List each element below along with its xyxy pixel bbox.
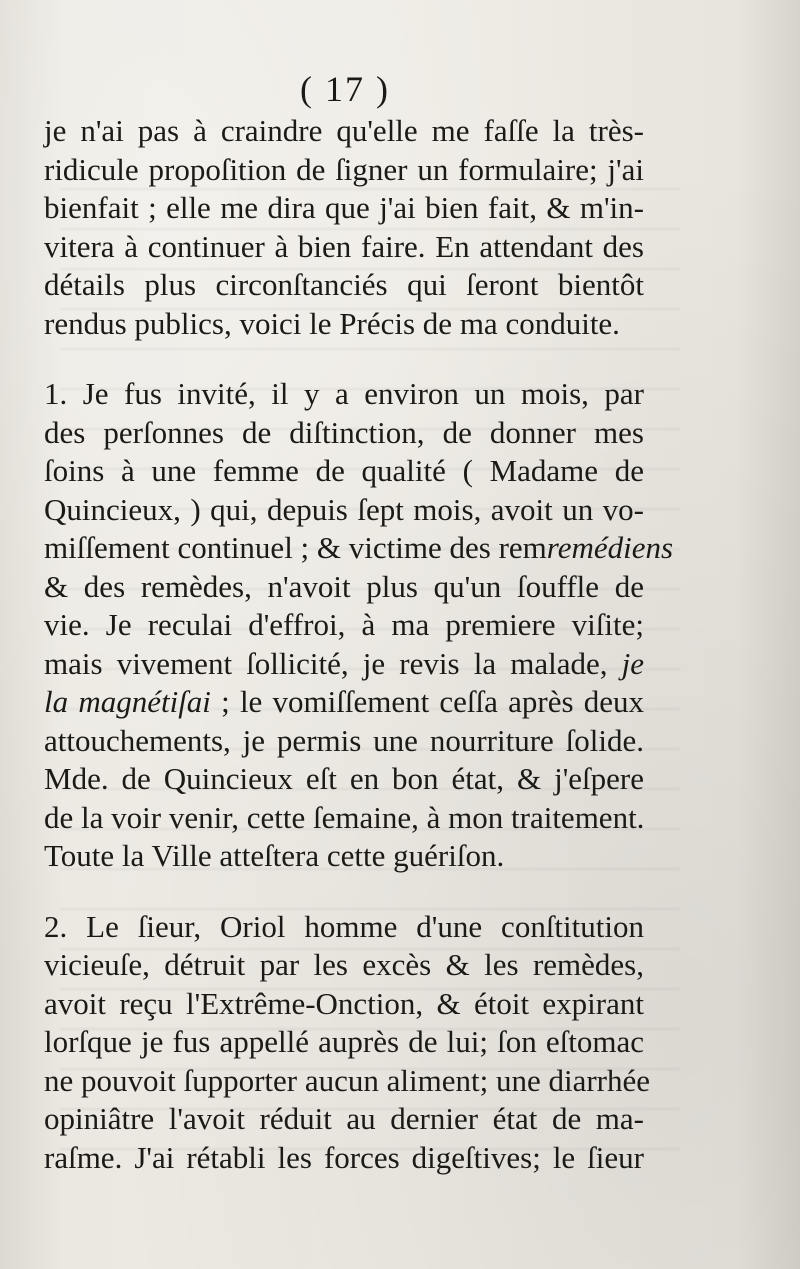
text-fragment: mais vivement ſollicité, je revis la malade, bbox=[44, 645, 622, 681]
text-line: vitera à continuer à bien faire. En attendant des bbox=[44, 228, 644, 264]
italic-fragment: je bbox=[621, 645, 644, 681]
text-line: avoit reçu l'Extrême-Onction, & étoit expirant bbox=[44, 985, 644, 1021]
text-line: attouchements, je permis une nourriture ſolide. bbox=[44, 722, 644, 758]
text-line: & des remèdes, n'avoit plus qu'un ſouffle de bbox=[44, 568, 644, 604]
paragraph-intro bbox=[44, 112, 644, 343]
text-line: ne pouvoit ſupporter aucun aliment; une diarrhée bbox=[44, 1062, 651, 1098]
text-line: bienfait ; elle me dira que j'ai bien fait, & m'in- bbox=[44, 190, 644, 225]
text-line: lorſque je fus appellé auprès de lui; ſon eſtomac bbox=[44, 1024, 644, 1059]
text-fragment: ; le vomiſſement ceſſa après deux bbox=[210, 684, 644, 719]
text-line: détails plus circonſtanciés qui ſeront bientôt bbox=[44, 267, 644, 302]
text-line: raſme. J'ai rétabli les forces digeſtives; le ſieur bbox=[44, 1139, 644, 1175]
text-line: je n'ai pas à craindre qu'elle me faſſe la très- bbox=[44, 113, 644, 148]
text-line: des perſonnes de diſtinction, de donner mes bbox=[44, 414, 644, 450]
paragraph-gap bbox=[44, 876, 644, 908]
paragraph-case-1 bbox=[44, 375, 674, 876]
text-line: ridicule propoſition de ſigner un formulaire; j'ai bbox=[44, 151, 644, 187]
text-line-with-italic bbox=[44, 683, 644, 722]
body-text bbox=[44, 112, 674, 1177]
text-line-with-italic bbox=[44, 645, 644, 684]
text-fragment: miſſement continuel ; & victime des rem bbox=[44, 530, 547, 565]
italic-fragment: remédiens bbox=[546, 530, 674, 565]
text-line: 1. Je fus invité, il y a environ un mois, par bbox=[44, 376, 644, 411]
text-line: ſoins à une femme de qualité ( Madame de bbox=[44, 453, 644, 488]
page-number: ( 17 ) bbox=[300, 69, 390, 109]
text-line: vie. Je reculai d'effroi, à ma premiere viſite; bbox=[44, 607, 644, 642]
italic-fragment: la magnétiſai bbox=[44, 684, 211, 719]
text-line: Toute la Ville atteſtera cette guériſon. bbox=[44, 838, 505, 873]
paragraph-gap bbox=[44, 343, 644, 375]
text-line: de la voir venir, cette ſemaine, à mon traitement. bbox=[44, 799, 645, 835]
text-line: opiniâtre l'avoit réduit au dernier état de ma- bbox=[44, 1101, 644, 1136]
text-line: rendus publics, voici le Précis de ma conduite. bbox=[44, 305, 620, 341]
paragraph-case-2 bbox=[44, 908, 651, 1178]
text-line: vicieuſe, détruit par les excès & les remèdes, bbox=[44, 947, 644, 982]
text-line: Mde. de Quincieux eſt en bon état, & j'eſpere bbox=[44, 761, 644, 796]
text-line-with-italic bbox=[44, 529, 674, 568]
text-line: 2. Le ſieur, Oriol homme d'une conſtitution bbox=[44, 908, 644, 944]
text-line: Quincieux, ) qui, depuis ſept mois, avoit un vo- bbox=[44, 491, 644, 527]
